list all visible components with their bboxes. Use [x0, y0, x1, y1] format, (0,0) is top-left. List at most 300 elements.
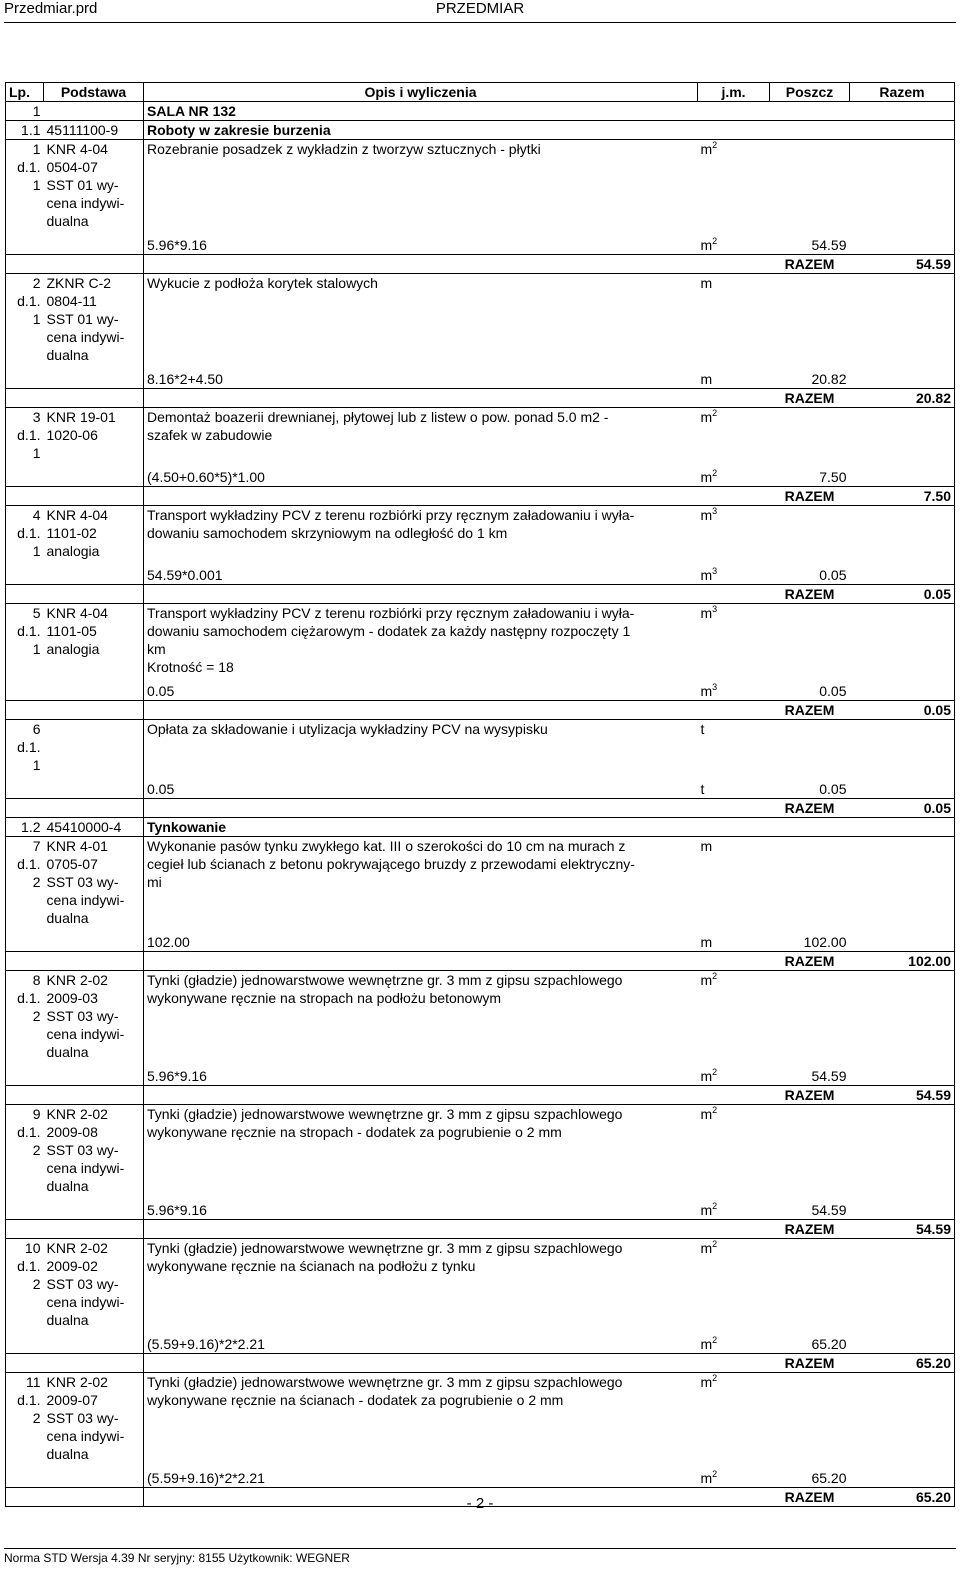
cell-empty — [698, 389, 770, 408]
column-header-razem: Razem — [850, 83, 955, 102]
cell-empty — [770, 102, 850, 121]
cell-empty — [770, 909, 850, 927]
cell-empty — [144, 1086, 698, 1105]
cell-empty — [850, 542, 955, 560]
column-header-opis: Opis i wyliczenia — [144, 83, 698, 102]
item-unit-unit: m — [700, 1374, 713, 1390]
item-description: km — [147, 641, 166, 657]
item-number — [6, 891, 44, 909]
item-row — [6, 292, 955, 310]
cell-empty — [850, 346, 955, 364]
item-row — [6, 542, 955, 560]
cell-empty — [770, 140, 850, 159]
cell-empty — [770, 818, 850, 837]
total-row — [6, 255, 955, 274]
item-row — [6, 1105, 955, 1124]
section-code — [44, 102, 144, 121]
cell-empty — [850, 909, 955, 927]
partial-value: 102.00 — [770, 927, 850, 952]
cell-empty — [698, 292, 770, 310]
item-number: 6 — [6, 720, 44, 739]
item-unit-unit: m — [700, 409, 713, 425]
cell-empty — [770, 1275, 850, 1293]
item-basis: cena indywi- — [44, 1159, 144, 1177]
item-number: d.1. — [6, 292, 44, 310]
item-basis: 1020-06 — [44, 426, 144, 444]
total-value: 65.20 — [850, 1488, 955, 1507]
cell-empty — [850, 971, 955, 990]
cell-empty — [44, 1329, 144, 1354]
cell-empty — [770, 1123, 850, 1141]
item-unit-unit: m — [700, 1106, 713, 1122]
cell-empty — [770, 658, 850, 676]
item-description — [144, 1445, 698, 1463]
total-label: RAZEM — [770, 1488, 850, 1507]
total-row — [6, 585, 955, 604]
calculation-unit — [698, 774, 770, 799]
item-basis: dualna — [44, 909, 144, 927]
item-number — [6, 658, 44, 676]
calculation-formula: 8.16*2+4.50 — [144, 364, 698, 389]
item-basis: 2009-03 — [44, 989, 144, 1007]
section-number: 1.2 — [6, 818, 44, 837]
item-unit-exponent: 2 — [712, 1105, 718, 1115]
cell-empty — [144, 701, 698, 720]
item-number — [6, 1293, 44, 1311]
cell-empty — [698, 1043, 770, 1061]
calculation-unit — [698, 230, 770, 255]
total-value: 0.05 — [850, 701, 955, 720]
cell-empty — [850, 524, 955, 542]
cell-empty — [770, 274, 850, 293]
item-basis: SST 01 wy- — [44, 176, 144, 194]
item-description: Tynki (gładzie) jednowarstwowe wewnętrzne gr. 3 mm z gipsu szpachlowego — [147, 972, 623, 988]
cell-empty — [144, 1220, 698, 1239]
cell-empty — [698, 487, 770, 506]
cell-empty — [770, 1007, 850, 1025]
cell-empty — [6, 799, 44, 818]
item-description — [144, 1141, 698, 1159]
item-row — [6, 310, 955, 328]
calculation-unit — [698, 1061, 770, 1086]
item-number: 7 — [6, 837, 44, 856]
calculation-unit — [698, 1329, 770, 1354]
item-row — [6, 909, 955, 927]
item-basis: cena indywi- — [44, 1293, 144, 1311]
column-header-podstawa: Podstawa — [44, 83, 144, 102]
column-header-poszcz: Poszcz — [770, 83, 850, 102]
cell-empty — [698, 1007, 770, 1025]
cell-empty — [850, 1123, 955, 1141]
cell-empty — [44, 364, 144, 389]
section-number: 1.1 — [6, 121, 44, 140]
item-basis: dualna — [44, 1043, 144, 1061]
item-description: Tynki (gładzie) jednowarstwowe wewnętrzne gr. 3 mm z gipsu szpachlowego — [147, 1106, 623, 1122]
calculation-unit-unit: m — [700, 237, 713, 253]
calculation-row — [6, 1329, 955, 1354]
item-number: d.1. — [6, 622, 44, 640]
item-basis: 2009-02 — [44, 1257, 144, 1275]
calculation-unit-exponent: 3 — [712, 682, 718, 692]
item-row — [6, 1239, 955, 1258]
calculation-formula: (5.59+9.16)*2*2.21 — [144, 1463, 698, 1488]
calculation-row — [6, 927, 955, 952]
calculation-row — [6, 774, 955, 799]
calculation-unit-exponent: 2 — [712, 1335, 718, 1345]
total-row — [6, 952, 955, 971]
cell-empty — [698, 1086, 770, 1105]
cell-empty — [44, 927, 144, 952]
cell-empty — [698, 102, 770, 121]
item-number — [6, 212, 44, 230]
cell-empty — [770, 1391, 850, 1409]
cell-empty — [698, 1311, 770, 1329]
cell-empty — [44, 230, 144, 255]
total-label: RAZEM — [770, 487, 850, 506]
item-description — [144, 346, 698, 364]
item-number: 2 — [6, 274, 44, 293]
section-row — [6, 121, 955, 140]
cell-empty — [770, 622, 850, 640]
cell-empty — [770, 408, 850, 427]
cell-empty — [850, 462, 955, 487]
cell-empty — [770, 1427, 850, 1445]
cell-empty — [770, 1311, 850, 1329]
section-title: Roboty w zakresie burzenia — [144, 121, 698, 140]
item-description — [144, 891, 698, 909]
cell-empty — [770, 738, 850, 756]
calculation-unit-unit: m — [700, 469, 713, 485]
cell-empty — [698, 701, 770, 720]
partial-value: 54.59 — [770, 230, 850, 255]
cell-empty — [770, 855, 850, 873]
item-row — [6, 1043, 955, 1061]
item-row — [6, 1293, 955, 1311]
cell-empty — [144, 255, 698, 274]
cell-empty — [6, 1354, 44, 1373]
item-number: 1 — [6, 310, 44, 328]
cell-empty — [850, 658, 955, 676]
item-description — [144, 909, 698, 927]
calculation-unit — [698, 927, 770, 952]
cell-empty — [6, 1195, 44, 1220]
item-number — [6, 1043, 44, 1061]
calculation-unit — [698, 560, 770, 585]
item-row — [6, 1373, 955, 1392]
cell-empty — [770, 524, 850, 542]
cell-empty — [698, 799, 770, 818]
cell-empty — [698, 855, 770, 873]
item-row — [6, 1159, 955, 1177]
cell-empty — [770, 1373, 850, 1392]
item-description: Rozebranie posadzek z wykładzin z tworzyw sztucznych - płytki — [147, 141, 541, 157]
section-code: 45111100-9 — [44, 121, 144, 140]
item-unit — [698, 837, 770, 856]
cell-empty — [44, 1195, 144, 1220]
total-value: 65.20 — [850, 1354, 955, 1373]
item-basis: SST 03 wy- — [44, 1409, 144, 1427]
item-basis: cena indywi- — [44, 891, 144, 909]
calculation-unit-exponent: 2 — [712, 236, 718, 246]
item-number — [6, 346, 44, 364]
cell-empty — [698, 1177, 770, 1195]
cell-empty — [770, 1239, 850, 1258]
item-unit — [698, 1373, 770, 1392]
item-unit-exponent: 2 — [712, 1239, 718, 1249]
partial-value: 54.59 — [770, 1061, 850, 1086]
item-basis: 2009-08 — [44, 1123, 144, 1141]
partial-value: 65.20 — [770, 1463, 850, 1488]
calculation-unit-unit: m — [700, 567, 713, 583]
cell-empty — [850, 640, 955, 658]
item-unit — [698, 971, 770, 990]
cell-empty — [850, 1445, 955, 1463]
cell-empty — [6, 952, 44, 971]
item-row — [6, 328, 955, 346]
item-row — [6, 346, 955, 364]
cell-empty — [770, 837, 850, 856]
item-basis: dualna — [44, 1311, 144, 1329]
cell-empty — [698, 1409, 770, 1427]
item-row — [6, 1123, 955, 1141]
total-row — [6, 1354, 955, 1373]
column-header-jm: j.m. — [698, 83, 770, 102]
cell-empty — [44, 1220, 144, 1239]
cell-empty — [770, 1177, 850, 1195]
item-number — [6, 1025, 44, 1043]
total-label: RAZEM — [770, 585, 850, 604]
cell-empty — [850, 1159, 955, 1177]
cell-empty — [698, 1220, 770, 1239]
calculation-unit — [698, 364, 770, 389]
item-number: 2 — [6, 1141, 44, 1159]
item-description — [144, 1427, 698, 1445]
cell-empty — [850, 328, 955, 346]
calculation-unit — [698, 1463, 770, 1488]
cell-empty — [770, 310, 850, 328]
cell-empty — [770, 121, 850, 140]
item-unit-unit: m — [700, 275, 713, 291]
item-description — [144, 292, 698, 310]
item-description — [144, 1275, 698, 1293]
cell-empty — [698, 212, 770, 230]
cell-empty — [698, 989, 770, 1007]
cell-empty — [144, 487, 698, 506]
item-description: dowaniu samochodem ciężarowym - dodatek za każdy następny rozpoczęty 1 — [147, 623, 631, 639]
cell-empty — [850, 855, 955, 873]
cell-empty — [698, 1354, 770, 1373]
item-number — [6, 909, 44, 927]
item-row — [6, 837, 955, 856]
item-description — [144, 1159, 698, 1177]
item-basis: analogia — [44, 542, 144, 560]
cell-empty — [6, 1463, 44, 1488]
cell-empty — [44, 774, 144, 799]
cell-empty — [850, 1463, 955, 1488]
item-basis — [44, 738, 144, 756]
partial-value: 7.50 — [770, 462, 850, 487]
cell-empty — [770, 542, 850, 560]
cell-empty — [44, 560, 144, 585]
cell-empty — [144, 585, 698, 604]
item-description — [144, 444, 698, 462]
item-number: 1 — [6, 756, 44, 774]
estimate-table — [5, 82, 955, 1507]
calculation-row — [6, 462, 955, 487]
cell-empty — [850, 738, 955, 756]
item-basis: KNR 4-04 — [44, 506, 144, 525]
item-number: 9 — [6, 1105, 44, 1124]
cell-empty — [6, 230, 44, 255]
total-row — [6, 799, 955, 818]
item-number: d.1. — [6, 158, 44, 176]
item-number: 5 — [6, 604, 44, 623]
cell-empty — [698, 444, 770, 462]
item-description: szafek w zabudowie — [147, 427, 273, 443]
item-unit-exponent: 3 — [712, 506, 718, 516]
item-basis: KNR 4-04 — [44, 604, 144, 623]
item-basis: KNR 4-01 — [44, 837, 144, 856]
cell-empty — [850, 720, 955, 739]
item-row — [6, 524, 955, 542]
item-basis: 2009-07 — [44, 1391, 144, 1409]
calculation-unit — [698, 1195, 770, 1220]
item-number: 1 — [6, 542, 44, 560]
total-value: 54.59 — [850, 1220, 955, 1239]
cell-empty — [698, 176, 770, 194]
total-label: RAZEM — [770, 799, 850, 818]
cell-empty — [850, 1105, 955, 1124]
cell-empty — [770, 756, 850, 774]
item-description — [144, 1043, 698, 1061]
partial-value: 0.05 — [770, 774, 850, 799]
item-description — [144, 1025, 698, 1043]
item-row — [6, 971, 955, 990]
item-number: 1 — [6, 140, 44, 159]
cell-empty — [770, 1445, 850, 1463]
cell-empty — [44, 1061, 144, 1086]
cell-empty — [44, 487, 144, 506]
partial-value: 20.82 — [770, 364, 850, 389]
calculation-row — [6, 676, 955, 701]
item-row — [6, 873, 955, 891]
calculation-row — [6, 1061, 955, 1086]
cell-empty — [850, 408, 955, 427]
calculation-unit-unit: m — [700, 371, 713, 387]
cell-empty — [770, 640, 850, 658]
calculation-unit-unit: m — [700, 1202, 713, 1218]
item-row — [6, 989, 955, 1007]
item-description: wykonywane ręcznie na stropach - dodatek za pogrubienie o 2 mm — [147, 1124, 562, 1140]
cell-empty — [850, 1007, 955, 1025]
item-basis: KNR 2-02 — [44, 1239, 144, 1258]
cell-empty — [850, 676, 955, 701]
item-basis — [44, 658, 144, 676]
total-label: RAZEM — [770, 389, 850, 408]
cell-empty — [770, 971, 850, 990]
cell-empty — [770, 158, 850, 176]
cell-empty — [850, 176, 955, 194]
footer-divider — [4, 1548, 956, 1549]
cell-empty — [850, 873, 955, 891]
item-number: d.1. — [6, 524, 44, 542]
item-description — [144, 310, 698, 328]
item-number: 1 — [6, 176, 44, 194]
item-unit — [698, 140, 770, 159]
cell-empty — [770, 212, 850, 230]
cell-empty — [44, 462, 144, 487]
item-description: Demontaż boazerii drewnianej, płytowej lub z listew o pow. ponad 5.0 m2 - — [147, 409, 609, 425]
item-basis: dualna — [44, 1177, 144, 1195]
cell-empty — [770, 292, 850, 310]
item-description — [144, 1311, 698, 1329]
cell-empty — [850, 364, 955, 389]
partial-value: 65.20 — [770, 1329, 850, 1354]
cell-empty — [44, 255, 144, 274]
cell-empty — [6, 1329, 44, 1354]
total-label: RAZEM — [770, 1354, 850, 1373]
item-unit — [698, 506, 770, 525]
item-unit-unit: m — [700, 1240, 713, 1256]
calculation-unit-unit: m — [700, 683, 713, 699]
cell-empty — [850, 1257, 955, 1275]
item-basis: SST 03 wy- — [44, 1275, 144, 1293]
cell-empty — [6, 1220, 44, 1239]
cell-empty — [6, 487, 44, 506]
total-value: 20.82 — [850, 389, 955, 408]
cell-empty — [850, 1025, 955, 1043]
total-row — [6, 701, 955, 720]
cell-empty — [698, 310, 770, 328]
cell-empty — [770, 1141, 850, 1159]
cell-empty — [850, 1391, 955, 1409]
cell-empty — [770, 328, 850, 346]
cell-empty — [850, 310, 955, 328]
item-description — [144, 756, 698, 774]
item-description: mi — [147, 874, 162, 890]
item-description: Wykonanie pasów tynku zwykłego kat. III o szerokości do 10 cm na murach z — [147, 838, 626, 854]
calculation-formula: 0.05 — [144, 676, 698, 701]
cell-empty — [850, 1195, 955, 1220]
item-unit-exponent: 2 — [712, 971, 718, 981]
cell-empty — [698, 1257, 770, 1275]
item-row — [6, 140, 955, 159]
item-description: Transport wykładziny PCV z terenu rozbiórki przy ręcznym załadowaniu i wyła- — [147, 605, 635, 621]
cell-empty — [770, 1043, 850, 1061]
cell-empty — [698, 818, 770, 837]
cell-empty — [698, 121, 770, 140]
cell-empty — [850, 102, 955, 121]
item-basis: 1101-02 — [44, 524, 144, 542]
item-unit-exponent: 3 — [712, 604, 718, 614]
item-description: Tynki (gładzie) jednowarstwowe wewnętrzne gr. 3 mm z gipsu szpachlowego — [147, 1374, 623, 1390]
cell-empty — [698, 1445, 770, 1463]
cell-empty — [6, 1061, 44, 1086]
cell-empty — [6, 389, 44, 408]
calculation-unit-exponent: 2 — [712, 1469, 718, 1479]
cell-empty — [6, 927, 44, 952]
item-row — [6, 274, 955, 293]
total-label: RAZEM — [770, 701, 850, 720]
item-basis — [44, 444, 144, 462]
calculation-formula: (5.59+9.16)*2*2.21 — [144, 1329, 698, 1354]
cell-empty — [144, 1354, 698, 1373]
item-description — [144, 1007, 698, 1025]
item-unit — [698, 1105, 770, 1124]
cell-empty — [850, 1061, 955, 1086]
cell-empty — [698, 909, 770, 927]
cell-empty — [44, 1086, 144, 1105]
